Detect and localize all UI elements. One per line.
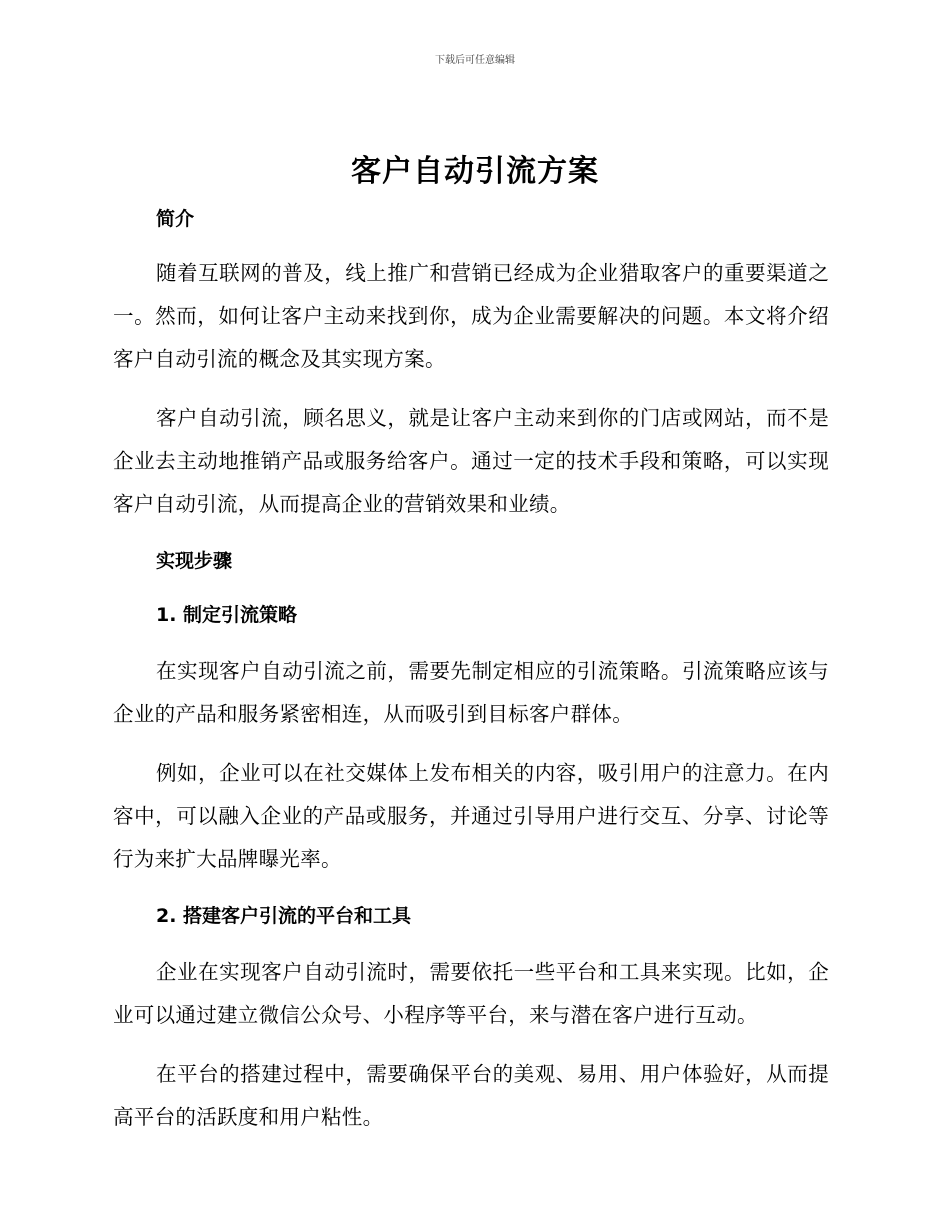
step2-heading: 2. 搭建客户引流的平台和工具 <box>156 905 412 927</box>
step1-heading: 1. 制定引流策略 <box>156 604 298 626</box>
page-header-note: 下载后可任意编辑 <box>435 55 515 66</box>
intro-paragraph-1: 随着互联网的普及，线上推广和营销已经成为企业猎取客户的重要渠道之一。然而，如何让客户主动来找到你，成为企业需要解决的问题。本文将介绍客户自动引流的概念及其实现方案。 <box>113 261 829 371</box>
intro-paragraph-2: 客户自动引流，顾名思义，就是让客户主动来到你的门店或网站，而不是企业去主动地推销产品或服务给客户。通过一定的技术手段和策略，可以实现客户自动引流，从而提高企业的营销效果和业绩。 <box>113 406 829 516</box>
document-title: 客户自动引流方案 <box>351 154 599 189</box>
step1-paragraph-2: 例如，企业可以在社交媒体上发布相关的内容，吸引用户的注意力。在内容中，可以融入企业的产品或服务，并通过引导用户进行交互、分享、讨论等行为来扩大品牌曝光率。 <box>113 761 829 871</box>
step1-paragraph-1: 在实现客户自动引流之前，需要先制定相应的引流策略。引流策略应该与企业的产品和服务紧密相连，从而吸引到目标客户群体。 <box>113 659 829 726</box>
step2-paragraph-2: 在平台的搭建过程中，需要确保平台的美观、易用、用户体验好，从而提高平台的活跃度和用户粘性。 <box>113 1062 829 1129</box>
steps-heading: 实现步骤 <box>156 550 233 572</box>
document-body <box>113 200 829 1139</box>
intro-heading: 简介 <box>156 208 195 230</box>
step2-paragraph-1: 企业在实现客户自动引流时，需要依托一些平台和工具来实现。比如，企业可以通过建立微信公众号、小程序等平台，来与潜在客户进行互动。 <box>113 960 829 1027</box>
